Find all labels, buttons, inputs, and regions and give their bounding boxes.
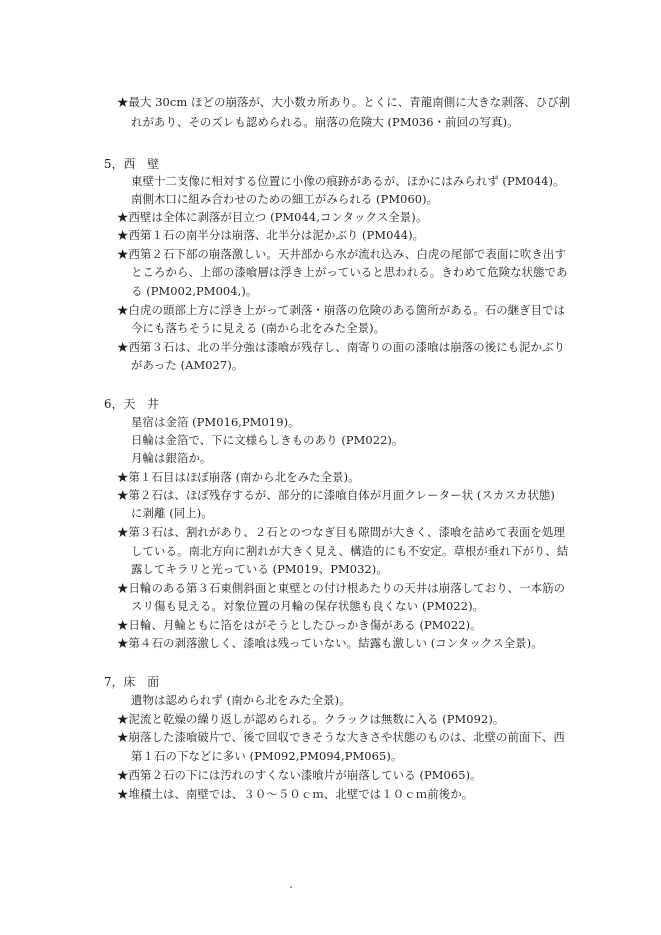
text-line: ★第１石目はほぼ崩落 (南から北をみた全景)。 bbox=[117, 470, 360, 484]
text-line: 月輪は銀箔か。 bbox=[131, 451, 212, 465]
text-line: ★最大 30cm ほどの崩落が、大小数カ所あり。とくに、青龍南側に大きな剥落、ひび割 bbox=[117, 95, 571, 109]
scan-speck bbox=[290, 886, 292, 888]
text-line: ★堆積土は、南壁では、３０～５０ｃｍ、北壁では１０ｃｍ前後か。 bbox=[117, 787, 474, 801]
text-line: ★第２石は、ほぼ残存するが、部分的に漆喰自体が月面クレーター状 (スカスカ状態) bbox=[117, 488, 555, 502]
text-line: 南側木口に組み合わせのための細工がみられる (PM060)。 bbox=[131, 192, 439, 206]
text-line: スリ傷も見える。対象位置の月輪の保存状態も良くない (PM022)。 bbox=[131, 599, 485, 613]
text-line: ★西第２石の下には汚れのすくない漆喰片が崩落している (PM065)。 bbox=[117, 768, 482, 782]
text-line: ★西第２石下部の崩落激しい。天井部から水が流れ込み、白虎の尾部で表面に吹き出す bbox=[117, 247, 566, 261]
text-line: ★日輪、月輪ともに箔をはがそうとしたひっかき傷がある (PM022)。 bbox=[117, 618, 482, 632]
text-line: 星宿は金箔 (PM016,PM019)。 bbox=[131, 415, 300, 429]
text-line: ところから、上部の漆喰層は浮き上がっていると思われる。きわめて危険な状態であ bbox=[131, 265, 568, 279]
text-line: ★西第３石は、北の半分強は漆喰が残存し、南寄りの面の漆喰は崩落の後にも泥かぶり bbox=[117, 340, 566, 354]
text-line: ★第３石は、割れがあり、２石とのつなぎ目も隙間が大きく、漆喰を詰めて表面を処理 bbox=[117, 525, 565, 539]
text-line: ★崩落した漆喰破片で、後で回収できそうな大きさや状態のものは、北壁の前面下、西 bbox=[117, 730, 565, 744]
section-heading-ceiling: 6，天 井 bbox=[104, 397, 160, 411]
text-line: している。南北方向に割れが大きく見え、構造的にも不安定。草根が垂れ下がり、結 bbox=[131, 544, 569, 558]
text-line: ★第４石の剥落激しく、漆喰は残っていない。結露も激しい (コンタックス全景)。 bbox=[117, 636, 543, 650]
text-line: ★西第１石の南半分は崩落、北半分は泥かぶり (PM044)。 bbox=[117, 228, 425, 242]
text-line: る (PM002,PM004,)。 bbox=[131, 284, 258, 298]
text-line: 遺物は認められず (南から北をみた全景)。 bbox=[131, 693, 351, 707]
text-line: ★日輪のある第３石東側斜面と東壁との付け根あたりの天井は崩落しており、一本筋の bbox=[117, 581, 566, 595]
text-line: 日輪は金箔で、下に文様らしきものあり (PM022)。 bbox=[131, 433, 404, 447]
section-heading-west-wall: 5，西 壁 bbox=[104, 157, 160, 171]
text-line: ★西壁は全体に剥落が目立つ (PM044,コンタックス全景)。 bbox=[117, 210, 428, 224]
text-line: 露してキラリと光っている (PM019、PM032)。 bbox=[131, 562, 388, 576]
text-line: に剥離 (同上)。 bbox=[131, 506, 213, 520]
text-line: 第１石の下などに多い (PM092,PM094,PM065)。 bbox=[131, 749, 403, 763]
text-line: れがあり、そのズレも認められる。崩落の危険大 (PM036・前回の写真)。 bbox=[131, 115, 519, 129]
text-line: ★泥流と乾燥の繰り返しが認められる。クラックは無数に入る (PM092)。 bbox=[117, 712, 505, 726]
text-line: があった (AM027)。 bbox=[131, 358, 244, 372]
text-line: 東壁十二支像に相対する位置に小像の痕跡があるが、ほかにはみられず (PM044)。 bbox=[131, 174, 565, 188]
section-heading-floor: 7，床 面 bbox=[104, 675, 160, 689]
text-line: ★白虎の頭部上方に浮き上がって剥落・崩落の危険のある箇所がある。石の継ぎ目では bbox=[117, 303, 566, 317]
text-line: 今にも落ちそうに見える (南から北をみた全景)。 bbox=[131, 321, 386, 335]
